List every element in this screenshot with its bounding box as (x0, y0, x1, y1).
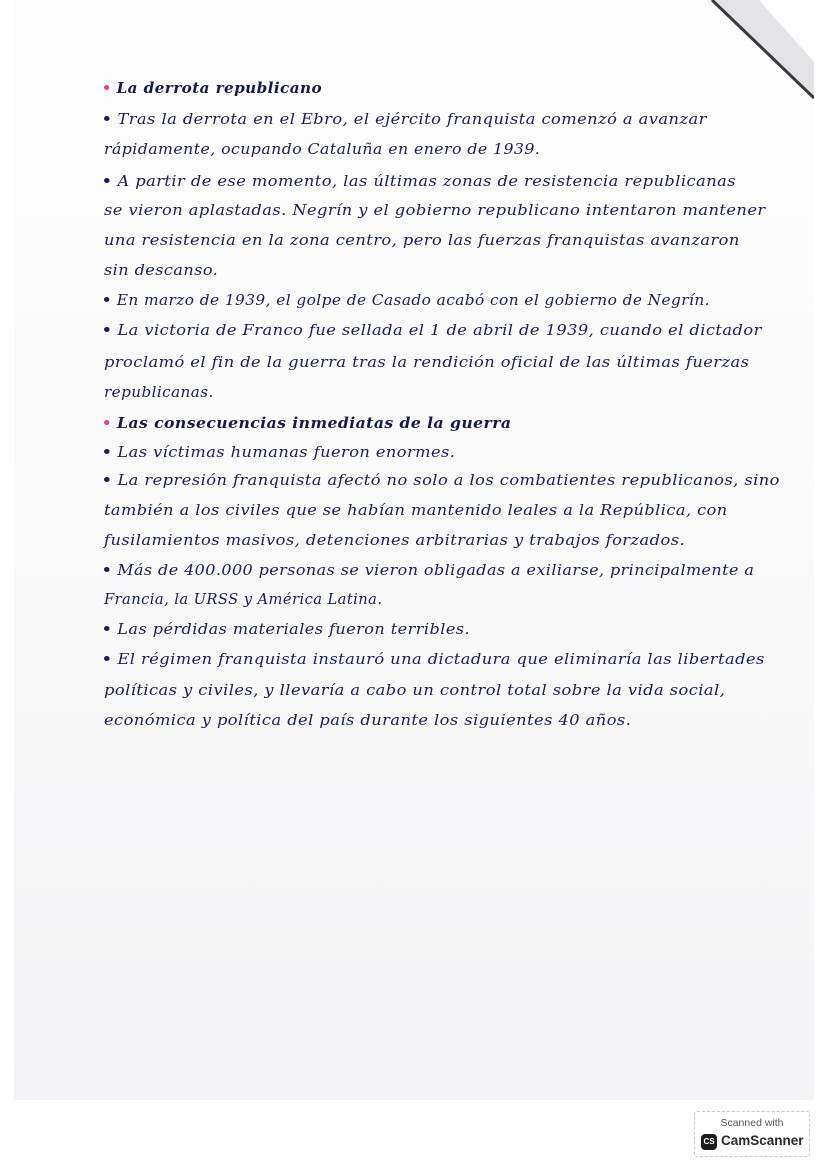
note-text: Más de 400.000 personas se vieron obligadas a exiliarse, principalmente a (117, 563, 755, 579)
note-text: económica y política del país durante los siguientes 40 años. (104, 713, 632, 729)
note-text: una resistencia en la zona centro, pero las fuerzas franquistas avanzaron (104, 233, 740, 249)
note-text: fusilamientos masivos, detenciones arbitrarias y trabajos forzados. (104, 533, 686, 549)
page-corner-fold (704, 0, 814, 110)
note-line (104, 293, 710, 309)
note-text: Francia, la URSS y América Latina. (104, 592, 383, 608)
camscanner-logo-icon: CS (701, 1134, 717, 1150)
bullet-icon (104, 477, 110, 482)
note-line (104, 683, 725, 699)
pink-bullet-icon (104, 420, 109, 425)
bullet-icon (104, 567, 110, 572)
note-line (104, 112, 707, 128)
note-text: se vieron aplastadas. Negrín y el gobierno republicano intentaron mantener (104, 203, 766, 219)
bullet-icon (104, 626, 110, 631)
note-text: sin descanso. (104, 263, 219, 279)
camscanner-watermark (694, 1111, 810, 1157)
note-text: En marzo de 1939, el golpe de Casado acabó con el gobierno de Negrín. (116, 293, 710, 309)
note-text: rápidamente, ocupando Cataluña en enero de 1939. (104, 142, 541, 158)
note-line (104, 355, 749, 371)
bullet-icon (104, 327, 110, 332)
note-line (104, 713, 631, 729)
bullet-icon (104, 297, 109, 302)
bullet-icon (104, 178, 110, 183)
note-text: La derrota republicano (116, 80, 323, 97)
note-text: La represión franquista afectó no solo a los combatientes republicanos, sino (117, 473, 780, 489)
bullet-icon (104, 116, 110, 121)
note-text: también a los civiles que se habían mantenido leales a la República, con (104, 503, 728, 519)
note-text: proclamó el fin de la guerra tras la rendición oficial de las últimas fuerzas (104, 355, 750, 371)
note-line (104, 203, 766, 219)
note-line (104, 263, 218, 279)
scanned-page (14, 0, 814, 1100)
note-text: republicanas. (104, 385, 214, 401)
note-line (104, 533, 685, 549)
note-text: Las víctimas humanas fueron enormes. (117, 445, 456, 461)
note-line (104, 142, 540, 158)
note-line (104, 592, 382, 608)
bullet-icon (104, 656, 110, 661)
note-text: El régimen franquista instauró una dictadura que eliminaría las libertades (117, 652, 765, 668)
note-line (104, 622, 470, 638)
note-line (104, 563, 754, 579)
note-line (104, 473, 780, 489)
bullet-icon (104, 449, 110, 454)
note-line (104, 233, 740, 249)
note-text: Tras la derrota en el Ebro, el ejército franquista comenzó a avanzar (117, 112, 707, 128)
note-text: políticas y civiles, y llevaría a cabo un control total sobre la vida social, (104, 683, 726, 699)
note-text: La victoria de Franco fue sellada el 1 de abril de 1939, cuando el dictador (117, 323, 762, 339)
watermark-scanned-with: Scanned with (720, 1117, 784, 1129)
note-line (104, 385, 214, 401)
note-line (104, 445, 455, 461)
note-text: Las pérdidas materiales fueron terribles. (117, 622, 471, 638)
section-heading (104, 415, 511, 432)
note-line (104, 652, 765, 668)
note-line (104, 323, 762, 339)
section-heading (104, 80, 322, 97)
note-line (104, 503, 728, 519)
watermark-app-name: CamScanner (721, 1133, 804, 1148)
note-line (104, 174, 736, 190)
pink-bullet-icon (104, 85, 109, 90)
note-text: A partir de ese momento, las últimas zonas de resistencia republicanas (117, 174, 737, 190)
note-text: Las consecuencias inmediatas de la guerra (116, 415, 512, 432)
